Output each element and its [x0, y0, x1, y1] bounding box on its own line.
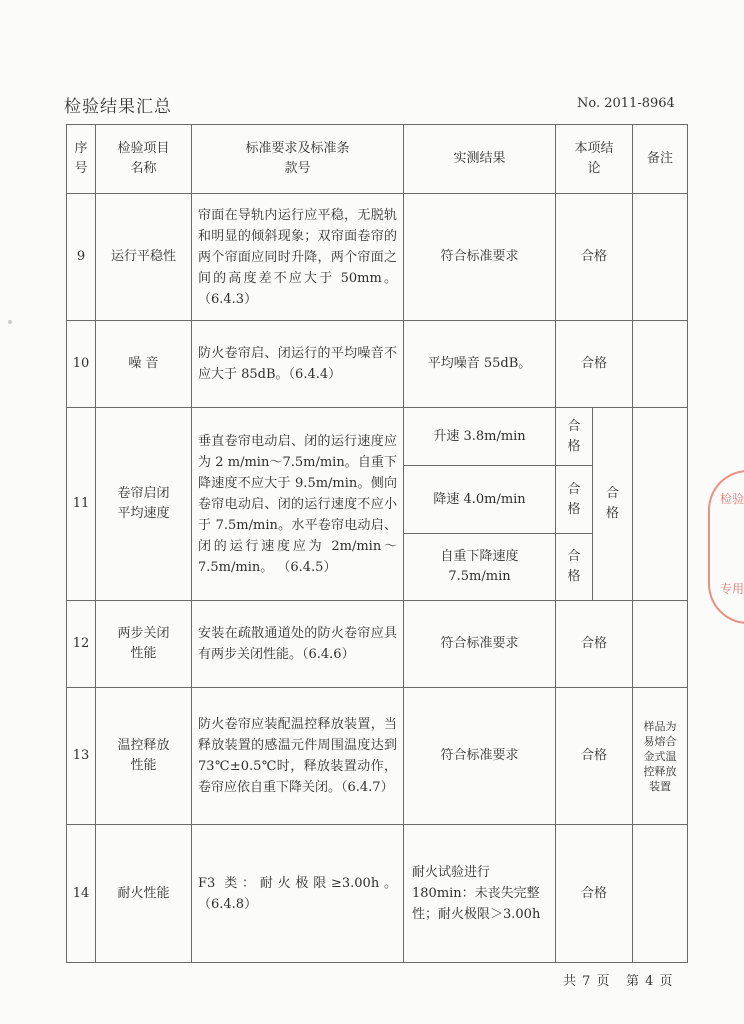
sub-conclusion: 合格	[556, 466, 593, 534]
page-footer	[563, 970, 674, 989]
row-remark: 样品为易熔合金式温控释放装置	[633, 688, 688, 825]
table-row	[67, 825, 688, 963]
row-seq: 9	[67, 194, 96, 321]
row-item: 噪 音	[96, 321, 192, 408]
page-total: 共 7 页	[563, 974, 611, 989]
row-item: 温控释放性能	[96, 688, 192, 825]
row-result: 符合标准要求	[404, 688, 556, 825]
header-remark: 备注	[633, 125, 688, 194]
row-result: 符合标准要求	[404, 601, 556, 688]
row-seq: 12	[67, 601, 96, 688]
table-row	[67, 688, 688, 825]
row-remark	[633, 194, 688, 321]
header-seq: 序号	[67, 125, 96, 194]
row-seq: 13	[67, 688, 96, 825]
sub-result: 升速 3.8m/min	[404, 408, 556, 466]
row-conclusion: 合格	[556, 321, 633, 408]
table-row	[67, 321, 688, 408]
page-number: 第 4 页	[625, 974, 674, 989]
row-std: 帘面在导轨内运行应平稳，无脱轨和明显的倾斜现象；双帘面卷帘的两个帘面应同时升降，两个帘面之间的高度差不应大于 50mm。（6.4.3）	[192, 194, 404, 321]
row-conclusion: 合格	[556, 601, 633, 688]
row-conclusion: 合格	[556, 688, 633, 825]
row-std: 安装在疏散通道处的防火卷帘应具有两步关闭性能。（6.4.6）	[192, 601, 404, 688]
row-std: F3 类：耐火极限≥3.00h。（6.4.8）	[192, 825, 404, 963]
row-seq: 14	[67, 825, 96, 963]
seal-stamp	[708, 470, 744, 624]
header-std: 标准要求及标准条款号	[192, 125, 404, 194]
row-result: 符合标准要求	[404, 194, 556, 321]
row-item: 卷帘启闭平均速度	[96, 408, 192, 601]
row-conclusion: 合格	[556, 825, 633, 963]
row-item: 耐火性能	[96, 825, 192, 963]
stamp-text-top: 检验	[720, 492, 744, 506]
header-item: 检验项目名称	[96, 125, 192, 194]
results-table	[66, 124, 688, 963]
row-remark	[633, 408, 688, 601]
stamp-text-bottom: 专用	[720, 582, 744, 596]
table-row	[67, 408, 688, 466]
table-row	[67, 601, 688, 688]
row-remark	[633, 601, 688, 688]
header-conclusion: 本项结论	[556, 125, 633, 194]
row-item: 两步关闭性能	[96, 601, 192, 688]
sub-result: 降速 4.0m/min	[404, 466, 556, 534]
sub-conclusion: 合格	[556, 408, 593, 466]
row-std: 防火卷帘启、闭运行的平均噪音不应大于 85dB。（6.4.4）	[192, 321, 404, 408]
row-std: 防火卷帘应装配温控释放装置，当释放装置的感温元件周围温度达到 73℃±0.5℃时，释放装置动作，卷帘应依自重下降关闭。（6.4.7）	[192, 688, 404, 825]
row-remark	[633, 825, 688, 963]
row-seq: 11	[67, 408, 96, 601]
report-section-title: 检验结果汇总	[64, 97, 172, 117]
row-item: 运行平稳性	[96, 194, 192, 321]
document-number: No. 2011-8964	[577, 96, 675, 111]
sub-result: 自重下降速度 7.5m/min	[404, 534, 556, 601]
sub-conclusion: 合格	[556, 534, 593, 601]
table-header-row	[67, 125, 688, 194]
scan-speck	[8, 320, 12, 324]
table-row	[67, 194, 688, 321]
row-seq: 10	[67, 321, 96, 408]
row-std: 垂直卷帘电动启、闭的运行速度应为 2 m/min～7.5m/min。自重下降速度不应大于 9.5m/min。侧向卷帘电动启、闭的运行速度不应小于 7.5m/min。水平卷帘电动启、闭的运行速度应为 2m/min～7.5m/min。 （6.4.5）	[192, 408, 404, 601]
row-conclusion: 合格	[593, 408, 633, 601]
header-result: 实测结果	[404, 125, 556, 194]
row-remark	[633, 321, 688, 408]
row-conclusion: 合格	[556, 194, 633, 321]
row-result: 耐火试验进行 180min：未丧失完整性；耐火极限＞3.00h	[404, 825, 556, 963]
row-result: 平均噪音 55dB。	[404, 321, 556, 408]
